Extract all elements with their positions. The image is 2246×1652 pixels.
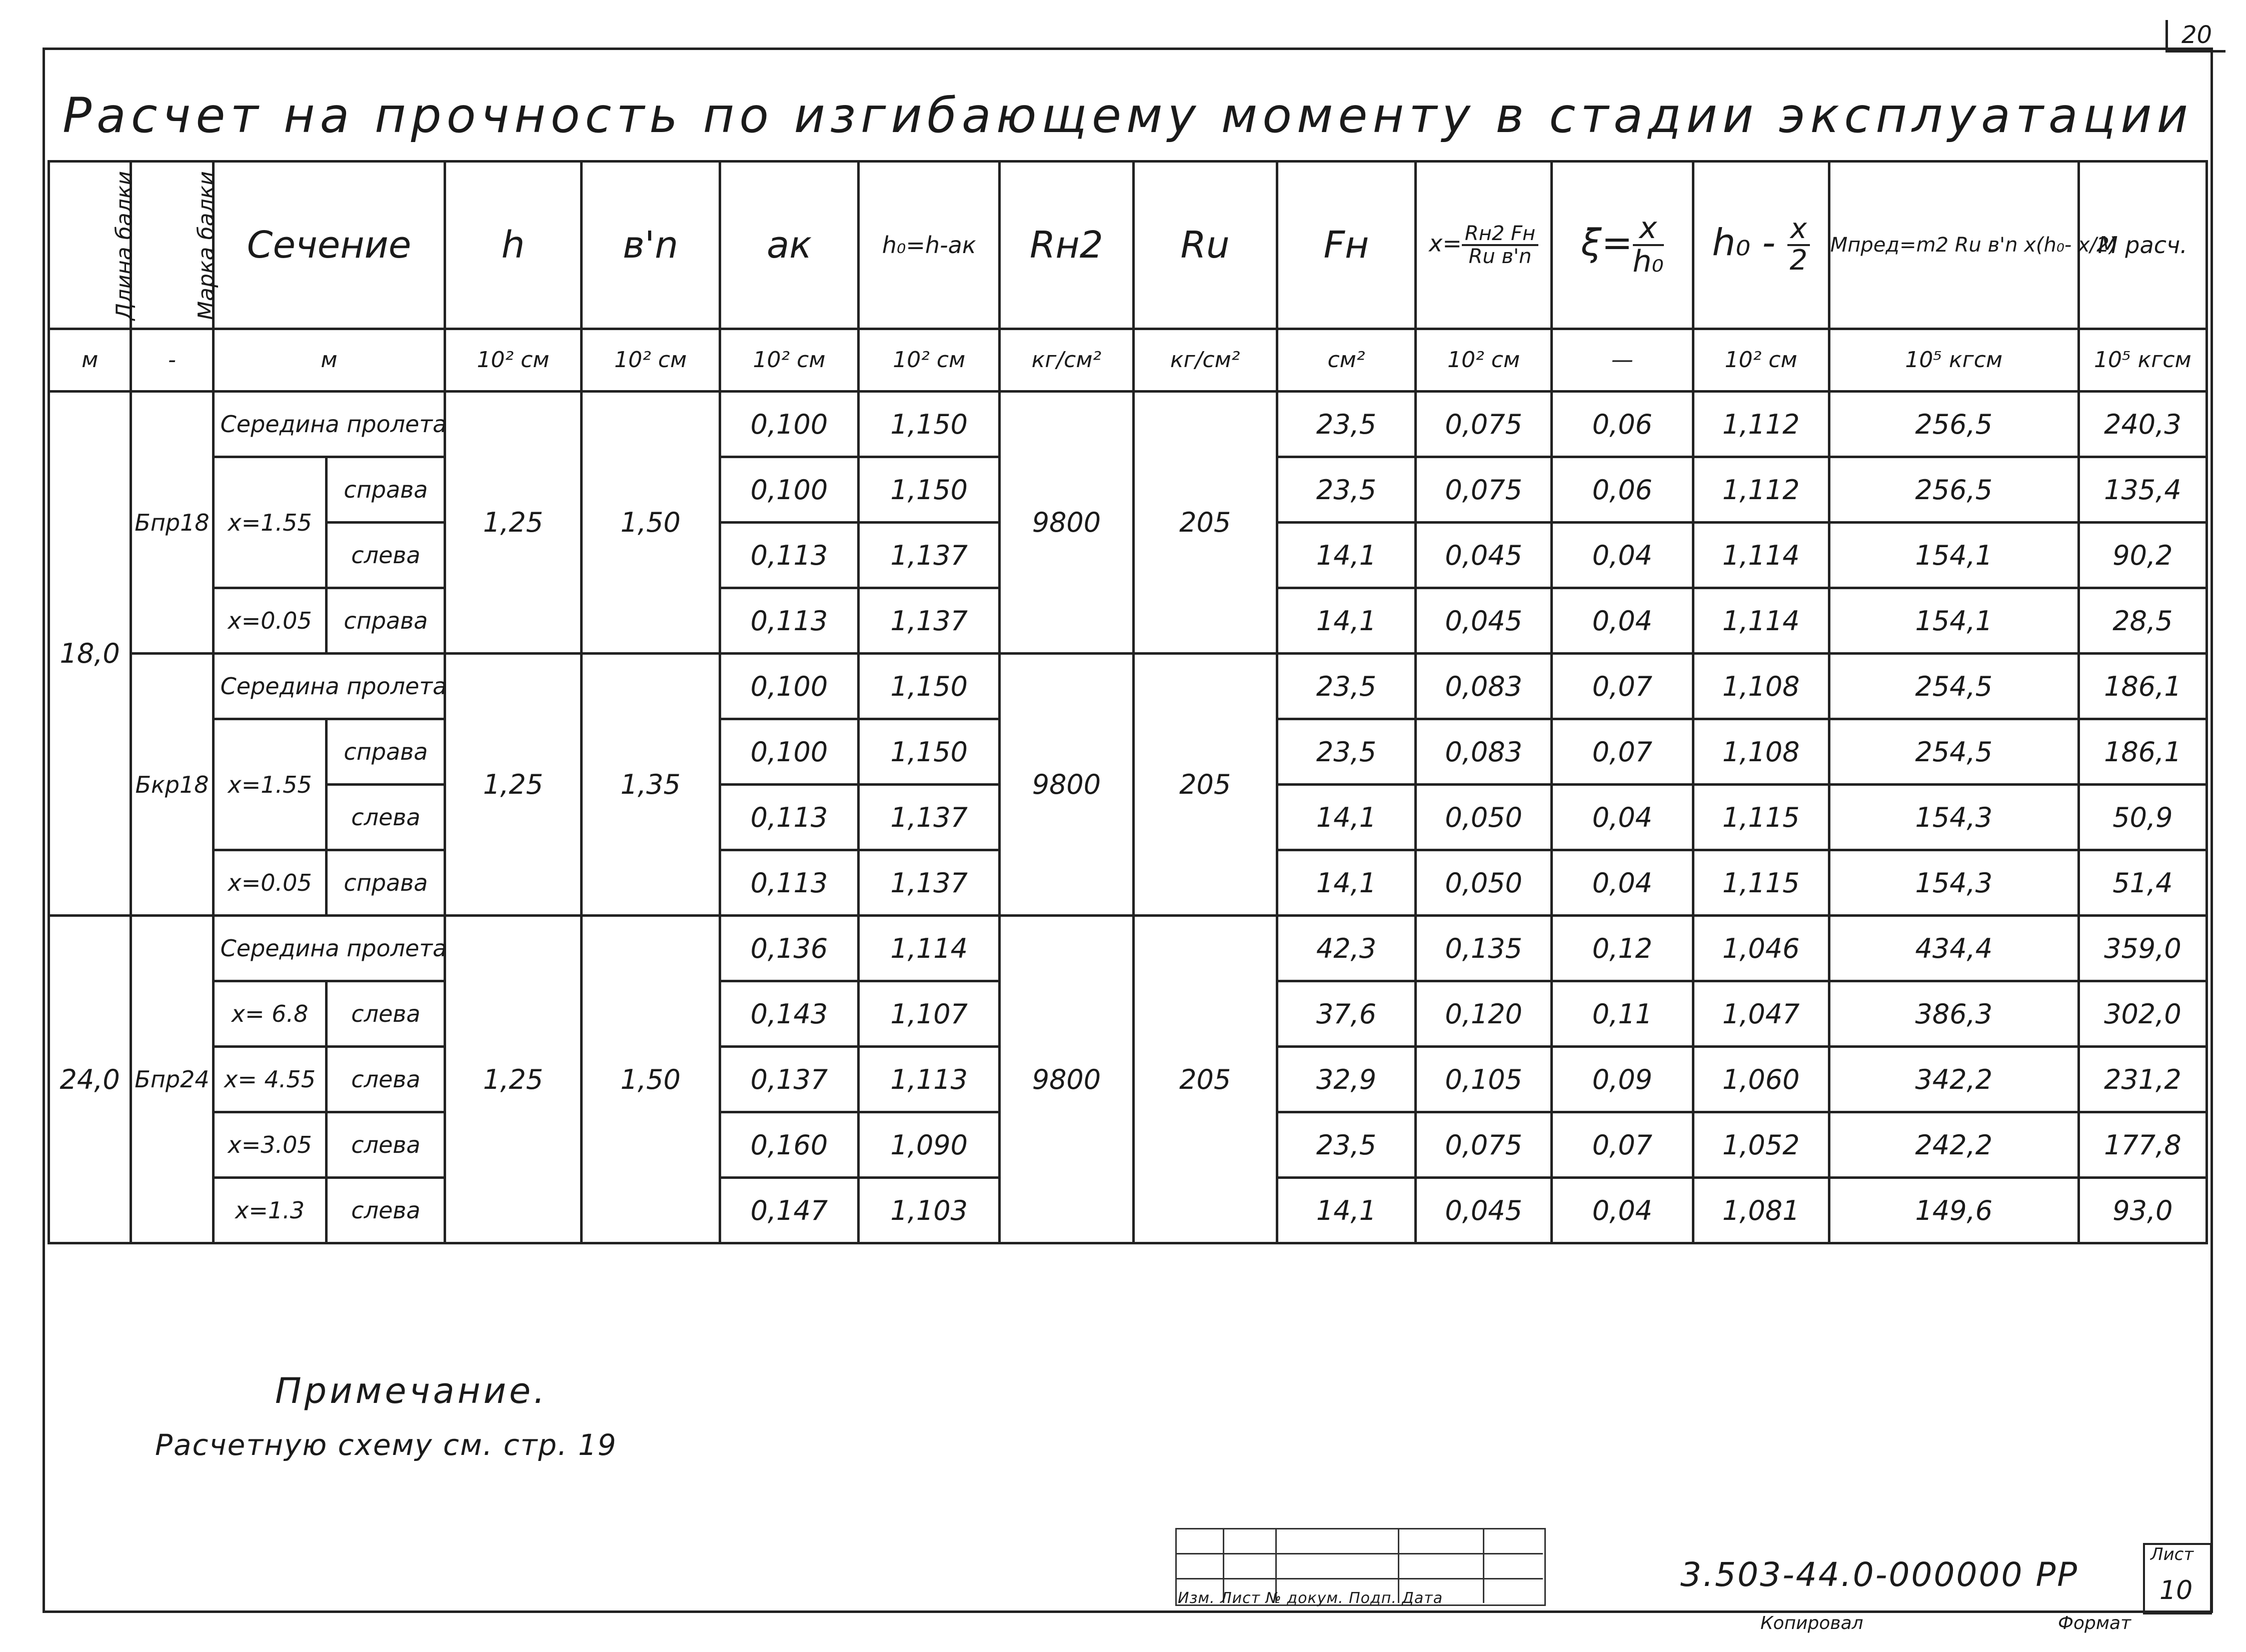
mpred-cell: 154,3 <box>1829 850 2078 916</box>
section-cell: Середина пролета <box>213 916 445 981</box>
copied-by-label: Копировал <box>1760 1613 1863 1633</box>
h0x-cell: 1,052 <box>1693 1112 1829 1178</box>
xi-cell: 0,06 <box>1552 457 1693 523</box>
h0-cell: 1,150 <box>859 719 1000 785</box>
h-cell: 1,25 <box>445 916 581 1243</box>
unit-rn2: кг/см² <box>1000 329 1133 392</box>
list-label: Лист <box>2150 1544 2194 1564</box>
ak-cell: 0,100 <box>720 457 858 523</box>
fn-cell: 42,3 <box>1277 916 1415 981</box>
unit-h0x: 10² см <box>1693 329 1829 392</box>
ak-cell: 0,160 <box>720 1112 858 1178</box>
unit-bn: 10² см <box>581 329 720 392</box>
unit-length: м <box>49 329 131 392</box>
fn-cell: 23,5 <box>1277 392 1415 457</box>
col-header-length: Длина балки <box>49 162 131 329</box>
rn2-cell: 9800 <box>1000 392 1133 654</box>
xi-cell: 0,04 <box>1552 785 1693 850</box>
h0x-cell: 1,114 <box>1693 523 1829 588</box>
xi-cell: 0,04 <box>1552 523 1693 588</box>
fn-cell: 14,1 <box>1277 523 1415 588</box>
unit-mpred: 10⁵ кгсм <box>1829 329 2078 392</box>
xi-cell: 0,07 <box>1552 1112 1693 1178</box>
mark-cell: Бкр18 <box>131 654 213 916</box>
h0x-cell: 1,060 <box>1693 1047 1829 1112</box>
h0x-cell: 1,115 <box>1693 785 1829 850</box>
unit-h0: 10² см <box>859 329 1000 392</box>
unit-x: 10² см <box>1416 329 1552 392</box>
fn-cell: 23,5 <box>1277 654 1415 719</box>
length-cell: 18,0 <box>49 392 131 916</box>
section-x-cell: x=1.3 <box>213 1178 327 1243</box>
mras-cell: 51,4 <box>2078 850 2206 916</box>
ak-cell: 0,100 <box>720 719 858 785</box>
format-label: Формат <box>2058 1613 2131 1633</box>
h0-cell: 1,090 <box>859 1112 1000 1178</box>
unit-fn: см² <box>1277 329 1415 392</box>
section-x-cell: x=1.55 <box>213 719 327 850</box>
fn-cell: 14,1 <box>1277 785 1415 850</box>
unit-mark: - <box>131 329 213 392</box>
h0-cell: 1,137 <box>859 588 1000 654</box>
h-cell: 1,25 <box>445 654 581 916</box>
fn-cell: 32,9 <box>1277 1047 1415 1112</box>
mras-cell: 50,9 <box>2078 785 2206 850</box>
section-side-cell: справа <box>327 719 445 785</box>
section-x-cell: x=3.05 <box>213 1112 327 1178</box>
h0x-cell: 1,108 <box>1693 654 1829 719</box>
section-x-cell: x= 6.8 <box>213 981 327 1047</box>
x-cell: 0,045 <box>1416 523 1552 588</box>
mras-cell: 240,3 <box>2078 392 2206 457</box>
unit-h: 10² см <box>445 329 581 392</box>
mpred-cell: 386,3 <box>1829 981 2078 1047</box>
ru-cell: 205 <box>1133 392 1277 654</box>
xi-cell: 0,04 <box>1552 850 1693 916</box>
section-side-cell: слева <box>327 523 445 588</box>
ru-cell: 205 <box>1133 916 1277 1243</box>
h0x-cell: 1,046 <box>1693 916 1829 981</box>
col-header-x: x= $\frac{Rн2 Fн}{\text{Ru в'n}}$ <box>1416 162 1552 329</box>
mras-cell: 177,8 <box>2078 1112 2206 1178</box>
ak-cell: 0,143 <box>720 981 858 1047</box>
fn-cell: 23,5 <box>1277 1112 1415 1178</box>
col-header-fn: Fн <box>1277 162 1415 329</box>
x-cell: 0,135 <box>1416 916 1552 981</box>
section-cell: Середина пролета <box>213 392 445 457</box>
col-header-h: h <box>445 162 581 329</box>
h0-cell: 1,137 <box>859 785 1000 850</box>
fn-cell: 14,1 <box>1277 588 1415 654</box>
fn-cell: 14,1 <box>1277 1178 1415 1243</box>
mpred-cell: 434,4 <box>1829 916 2078 981</box>
h0-cell: 1,107 <box>859 981 1000 1047</box>
h0x-cell: 1,047 <box>1693 981 1829 1047</box>
note-text: Расчетную схему см. стр. 19 <box>155 1428 617 1462</box>
xi-cell: 0,11 <box>1552 981 1693 1047</box>
mras-cell: 359,0 <box>2078 916 2206 981</box>
table-row <box>49 916 2207 981</box>
mras-cell: 186,1 <box>2078 719 2206 785</box>
x-cell: 0,075 <box>1416 1112 1552 1178</box>
col-header-ru: Ru <box>1133 162 1277 329</box>
mpred-cell: 154,1 <box>1829 523 2078 588</box>
section-side-cell: справа <box>327 457 445 523</box>
ak-cell: 0,136 <box>720 916 858 981</box>
fn-cell: 37,6 <box>1277 981 1415 1047</box>
mras-cell: 28,5 <box>2078 588 2206 654</box>
mras-cell: 90,2 <box>2078 523 2206 588</box>
h0-cell: 1,150 <box>859 654 1000 719</box>
x-cell: 0,083 <box>1416 654 1552 719</box>
mpred-cell: 242,2 <box>1829 1112 2078 1178</box>
mpred-cell: 154,3 <box>1829 785 2078 850</box>
h0x-cell: 1,081 <box>1693 1178 1829 1243</box>
h-cell: 1,25 <box>445 392 581 654</box>
mpred-cell: 254,5 <box>1829 654 2078 719</box>
xi-cell: 0,07 <box>1552 719 1693 785</box>
unit-ak: 10² см <box>720 329 858 392</box>
h0-cell: 1,103 <box>859 1178 1000 1243</box>
h0-cell: 1,137 <box>859 523 1000 588</box>
document-number: 3.503-44.0-000000 РР <box>1680 1555 2079 1594</box>
sheet-number: 20 <box>2165 20 2225 53</box>
h0x-cell: 1,114 <box>1693 588 1829 654</box>
fn-cell: 23,5 <box>1277 719 1415 785</box>
mpred-cell: 256,5 <box>1829 392 2078 457</box>
ak-cell: 0,100 <box>720 654 858 719</box>
table-row <box>49 392 2207 457</box>
x-cell: 0,045 <box>1416 588 1552 654</box>
ak-cell: 0,113 <box>720 588 858 654</box>
xi-cell: 0,07 <box>1552 654 1693 719</box>
xi-cell: 0,04 <box>1552 1178 1693 1243</box>
mras-cell: 93,0 <box>2078 1178 2206 1243</box>
col-header-h0: h₀=h-aк <box>859 162 1000 329</box>
section-x-cell: x=1.55 <box>213 457 327 588</box>
note-title: Примечание. <box>275 1370 548 1411</box>
h0-cell: 1,150 <box>859 392 1000 457</box>
col-header-section: Сечение <box>213 162 445 329</box>
unit-section: м <box>213 329 445 392</box>
section-cell: Середина пролета <box>213 654 445 719</box>
mark-cell: Бпр24 <box>131 916 213 1243</box>
x-cell: 0,050 <box>1416 785 1552 850</box>
mark-cell: Бпр18 <box>131 392 213 654</box>
x-cell: 0,050 <box>1416 850 1552 916</box>
unit-mras: 10⁵ кгсм <box>2078 329 2206 392</box>
ru-cell: 205 <box>1133 654 1277 916</box>
mras-cell: 231,2 <box>2078 1047 2206 1112</box>
ak-cell: 0,113 <box>720 785 858 850</box>
mras-cell: 135,4 <box>2078 457 2206 523</box>
ak-cell: 0,137 <box>720 1047 858 1112</box>
x-cell: 0,083 <box>1416 719 1552 785</box>
x-cell: 0,120 <box>1416 981 1552 1047</box>
section-side-cell: слева <box>327 785 445 850</box>
section-side-cell: слева <box>327 1178 445 1243</box>
col-header-mras: M расч. <box>2078 162 2206 329</box>
mpred-cell: 149,6 <box>1829 1178 2078 1243</box>
ak-cell: 0,100 <box>720 392 858 457</box>
bn-cell: 1,50 <box>581 916 720 1243</box>
col-header-mpred: Mпред=m2 Ru в'n x(h₀- x/2) <box>1829 162 2078 329</box>
bn-cell: 1,35 <box>581 654 720 916</box>
xi-cell: 0,12 <box>1552 916 1693 981</box>
mpred-cell: 256,5 <box>1829 457 2078 523</box>
section-side-cell: справа <box>327 850 445 916</box>
units-row <box>49 329 2207 392</box>
col-header-mark: Марка балки <box>131 162 213 329</box>
section-x-cell: x= 4.55 <box>213 1047 327 1112</box>
xi-cell: 0,04 <box>1552 588 1693 654</box>
header-row <box>49 162 2207 329</box>
xi-cell: 0,06 <box>1552 392 1693 457</box>
table-row <box>49 654 2207 719</box>
x-cell: 0,105 <box>1416 1047 1552 1112</box>
x-cell: 0,075 <box>1416 457 1552 523</box>
h0-cell: 1,150 <box>859 457 1000 523</box>
unit-xi: — <box>1552 329 1693 392</box>
section-side-cell: слева <box>327 981 445 1047</box>
col-header-xi: ξ= $\frac{x}{\text{h₀}}$ <box>1552 162 1693 329</box>
xi-cell: 0,09 <box>1552 1047 1693 1112</box>
section-side-cell: слева <box>327 1112 445 1178</box>
col-header-h0-x2: h₀ - $\frac{x}{2}$ <box>1693 162 1829 329</box>
rn2-cell: 9800 <box>1000 916 1133 1243</box>
length-cell: 24,0 <box>49 916 131 1243</box>
fn-cell: 23,5 <box>1277 457 1415 523</box>
ak-cell: 0,147 <box>720 1178 858 1243</box>
section-x-cell: x=0.05 <box>213 588 327 654</box>
h0x-cell: 1,112 <box>1693 392 1829 457</box>
fn-cell: 14,1 <box>1277 850 1415 916</box>
calculation-table <box>48 160 2208 1244</box>
h0x-cell: 1,112 <box>1693 457 1829 523</box>
stamp-labels: Изм. Лист № докум. Подп. Дата <box>1178 1589 1443 1607</box>
list-number: 10 <box>2159 1575 2193 1605</box>
col-header-ak: aк <box>720 162 858 329</box>
mras-cell: 186,1 <box>2078 654 2206 719</box>
mras-cell: 302,0 <box>2078 981 2206 1047</box>
page-title: Расчет на прочность по изгибающему моменту в стадии эксплуатации <box>63 88 2193 144</box>
unit-ru: кг/см² <box>1133 329 1277 392</box>
ak-cell: 0,113 <box>720 850 858 916</box>
rn2-cell: 9800 <box>1000 654 1133 916</box>
col-header-rn2: Rн2 <box>1000 162 1133 329</box>
section-x-cell: x=0.05 <box>213 850 327 916</box>
section-side-cell: слева <box>327 1047 445 1112</box>
x-cell: 0,075 <box>1416 392 1552 457</box>
h0-cell: 1,113 <box>859 1047 1000 1112</box>
h0-cell: 1,114 <box>859 916 1000 981</box>
x-cell: 0,045 <box>1416 1178 1552 1243</box>
h0x-cell: 1,115 <box>1693 850 1829 916</box>
h0-cell: 1,137 <box>859 850 1000 916</box>
col-header-bn: в'n <box>581 162 720 329</box>
mpred-cell: 254,5 <box>1829 719 2078 785</box>
bn-cell: 1,50 <box>581 392 720 654</box>
mpred-cell: 342,2 <box>1829 1047 2078 1112</box>
ak-cell: 0,113 <box>720 523 858 588</box>
h0x-cell: 1,108 <box>1693 719 1829 785</box>
section-side-cell: справа <box>327 588 445 654</box>
mpred-cell: 154,1 <box>1829 588 2078 654</box>
